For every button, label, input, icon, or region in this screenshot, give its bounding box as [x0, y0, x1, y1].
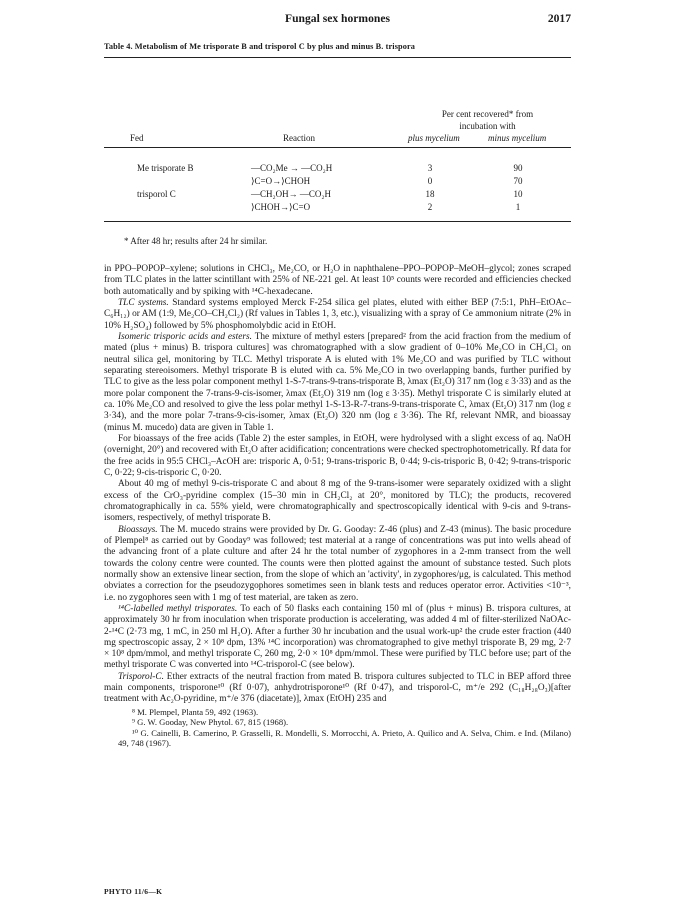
- reference: ¹⁰ G. Cainelli, B. Camerino, P. Grasselli, R. Mondelli, S. Morrocchi, A. Prieto, A. Quilico and A. Selva, Chim. e Ind. (Milano) 49, 748 (1967).: [118, 727, 571, 749]
- cell-reaction: —CO₂Me → —CO₂H: [251, 163, 333, 173]
- cell-minus: 10: [513, 189, 523, 199]
- paragraph: Bioassays. The M. mucedo strains were provided by Dr. G. Gooday: Z-46 (plus) and Z-43 (minus). The basic procedure of Plempel⁸ as carried out by Gooday⁹ was followed; test material at a range of concentrations was put into wells ahead of the advancing front of a plate culture and after 24 hr the total number of zygophores in a 2-mm transect from the well towards the colony centre were counted. The counts were then plotted against the amount of substance tested. Such plots normally show an extensive linear section, from the slope of which an 'activity', in zygophores/μg, is calculated. This method obviates a correction for the pseudozygophores sometimes seen in blank tests and reduces operator error. Activities <10⁻³, i.e. no zygophores seen with 1 mg of test material, are taken as zero.: [104, 524, 571, 603]
- paragraph-heading: Trisporol-C.: [118, 671, 164, 682]
- paragraph: For bioassays of the free acids (Table 2) the ester samples, in EtOH, were hydrolysed with a slight excess of aq. NaOH (overnight, 20°) and recovered with Et₂O after acidification; concentrations were checked spectrophotometrically. Rf data for the free acids in 95:5 CHCl₃–AcOH are: trisporic A, 0·51; 9-trans-trisporic B, 0·44; 9-cis-trisporic B, 0·42; 9-trans-trisporic C, 0·22; 9-cis-trisporic C, 0·20.: [104, 433, 571, 478]
- cell-reaction: —CH₂OH→ —CO₂H: [251, 189, 332, 199]
- page-number: 2017: [547, 12, 571, 25]
- signature-mark: PHYTO 11/6—K: [104, 887, 163, 896]
- cell-fed: trisporol C: [137, 189, 176, 199]
- col-header-minus: minus mycelium: [488, 133, 547, 143]
- running-title: Fungal sex hormones: [285, 12, 390, 25]
- body-text: [104, 264, 571, 748]
- cell-plus: 3: [427, 163, 433, 173]
- paragraph: in PPO–POPOP–xylene; solutions in CHCl₃, Me₂CO, or H₂O in naphthalene–PPO–POPOP–MeOH–glycol; zones scraped from TLC plates in the latter scintillant with 25% of NE-221 gel. At least 10⁵ counts were recorded and efficiencies checked both automatically and by spiking with ¹⁴C-hexadecane.: [104, 264, 571, 297]
- cell-fed: Me trisporate B: [137, 163, 194, 173]
- cell-plus: 0: [427, 176, 433, 186]
- paragraph: TLC systems. Standard systems employed Merck F-254 silica gel plates, eluted with either BEP (7:5:1, PhH–EtOAc–C₆H₁₂) or AM (1:9, Me₂CO–CH₂Cl₂) (Rf values in Tables 1, 3, etc.), visualizing with a spray of Ce ammonium nitrate (2% in 10% H₂SO₄) followed by 5% phosphomolybdic acid in EtOH.: [104, 297, 571, 331]
- table-caption: Table 4. Metabolism of Me trisporate B and trisporol C by plus and minus B. trispora: [104, 42, 416, 51]
- paragraph: Trisporol-C. Ether extracts of the neutral fraction from mated B. trispora cultures subjected to TLC in BEP afford three main components, trisporone¹⁰ (Rf 0·07), anhydrotrisporone¹⁰ (Rf 0·47), and trisporol-C, m⁺/e 292 (C₁₈H₂₈O₃)[after treatment with Ac₂O-pyridine, m⁺/e 376 (diacetate)], λmax (EtOH) 235 and: [104, 671, 571, 705]
- col-header-fed: Fed: [130, 133, 144, 143]
- references: [104, 707, 571, 749]
- table-header-rule: [104, 147, 571, 148]
- paragraph: ¹⁴C-labelled methyl trisporates. To each of 50 flasks each containing 150 ml of (plus + minus) B. trispora cultures, at approximately 30 hr from inoculation when trisporate production is accelerating, was added 4 ml of filter-sterilized NaOAc-2-¹⁴C (2·73 mg, 1 mC, in 250 ml H₂O). After a further 30 hr incubation and the usual work-up² the crude ester fraction (440 mg spectroscopic assay, 2 × 10⁸ dpm, 13% ¹⁴C incorporation) was chromatographed to give methyl trisporate B, 29 mg, 2·7 × 10⁸ dpm/mmol, and methyl trisporate C, 260 mg, 2·0 × 10⁸ dpm/mmol. These were purified by TLC before use; part of the methyl trisporate C was converted into ¹⁴C-trisporol-C (see below).: [104, 603, 571, 671]
- paragraph-heading: Isomeric trisporic acids and esters.: [118, 331, 252, 342]
- cell-minus: 90: [513, 163, 523, 173]
- running-header: [104, 12, 571, 28]
- paragraph-heading: Bioassays.: [118, 524, 158, 535]
- cell-minus: 70: [513, 176, 523, 186]
- col-header-plus: plus mycelium: [408, 133, 460, 143]
- cell-reaction: ⟩C=O→⟩CHOH: [251, 176, 311, 186]
- paragraph: About 40 mg of methyl 9-cis-trisporate C and about 8 mg of the 9-trans-isomer were separately oxidized with a slight excess of the CrO₃-pyridine complex (15–30 min in CH₂Cl₂ at 20°, monitored by TLC); the products, recovered chromatographically in ca. 55% yield, were chromatographically and spectroscopically identical with 9-cis and 9-trans-isomers, respectively, of methyl trisporate B.: [104, 479, 571, 524]
- reference: ⁸ M. Plempel, Planta 59, 492 (1963).: [132, 706, 259, 717]
- col-header-reaction: Reaction: [283, 133, 315, 143]
- table-bottom-rule: [104, 221, 571, 222]
- table-top-rule: [104, 57, 571, 58]
- paragraph: Isomeric trisporic acids and esters. The mixture of methyl esters [prepared² from the acid fraction from the medium of mated (plus + minus) B. trispora cultures] was chromatographed with a slow gradient of 0–10% Me₂CO in CH₂Cl₂ on neutral silica gel, monitoring by TLC. Methyl trisporate A is eluted with 1% Me₂CO and was purified by TLC without separating stereoisomers. Methyl trisporate B is eluted with ca. 5% Me₂CO in two overlapping bands, further purified by TLC to give as the less polar component methyl 1-S-7-trans-9-trans-trisporate B, λmax (Et₂O) 317 nm (log ε 3·33) and as the more polar component the 7-trans-9-cis-isomer, λmax (Et₂O) 319 nm (log ε 3·35). Methyl trisporate C is similarly eluted at ca. 10% Me₂CO and resolved to give the less polar methyl 1-S-13-R-7-trans-9-trans-trisporate C, λmax (Et₂O) 317 nm (log ε 3·34), and the more polar 7-trans-9-cis-isomer, λmax (Et₂O) 320 nm (log ε 3·36). The Rf, relevant NMR, and bioassay (minus M. mucedo) data are given in Table 1.: [104, 331, 572, 433]
- paragraph-heading: TLC systems.: [118, 297, 169, 308]
- cell-plus: 2: [427, 202, 433, 212]
- table-footnote: * After 48 hr; results after 24 hr similar.: [124, 236, 268, 246]
- paragraph-heading: ¹⁴C-labelled methyl trisporates.: [118, 603, 238, 614]
- cell-reaction: ⟩CHOH→⟩C=O: [251, 202, 311, 212]
- recovered-header: Per cent recovered* from incubation with: [441, 109, 534, 131]
- cell-plus: 18: [425, 189, 435, 199]
- reference: ⁹ G. W. Gooday, New Phytol. 67, 815 (1968).: [132, 717, 289, 728]
- cell-minus: 1: [515, 202, 521, 212]
